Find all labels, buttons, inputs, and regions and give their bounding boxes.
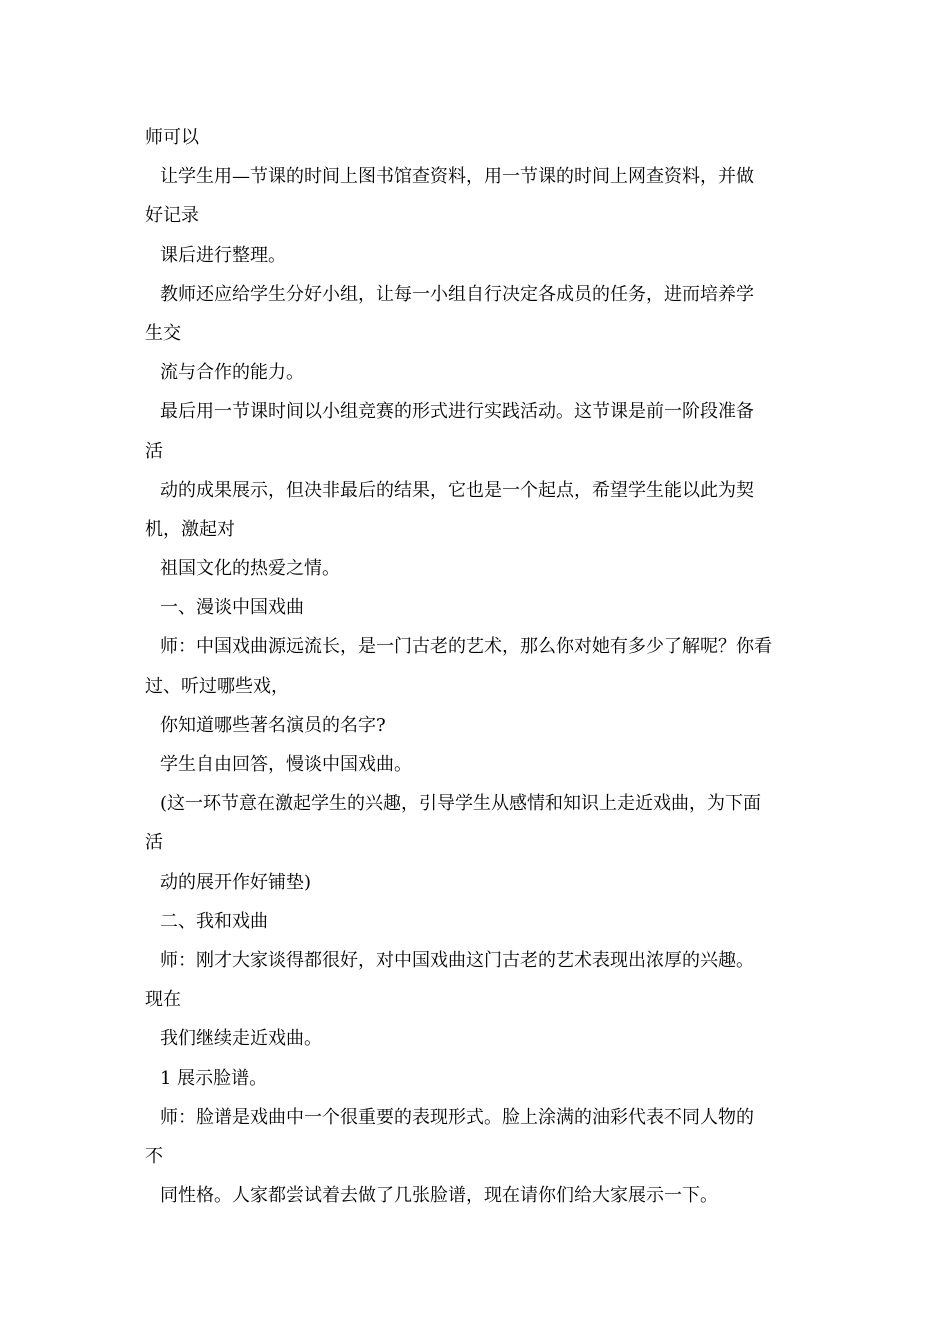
section-heading: 二、我和戏曲 xyxy=(160,910,268,932)
text-line: (这一环节意在激起学生的兴趣，引导学生从感情和知识上走近戏曲，为下面 xyxy=(160,793,762,815)
text-line: 我们继续走近戏曲。 xyxy=(160,1028,322,1050)
text-line: 过、听过哪些戏， xyxy=(145,675,289,697)
text-line: 让学生用—节课的时间上图书馆查资料，用一节课的时间上网查资料，并做 xyxy=(160,166,754,188)
text-line: 动的展开作好铺垫) xyxy=(160,871,312,893)
text-line: 师：中国戏曲源远流长，是一门古老的艺术，那么你对她有多少了解呢？你看 xyxy=(160,636,772,658)
text-line: 好记录 xyxy=(145,205,199,227)
text-line: 不 xyxy=(145,1145,163,1167)
text-line: 生交 xyxy=(145,322,181,344)
text-line: 教师还应给学生分好小组，让每一小组自行决定各成员的任务，进而培养学 xyxy=(160,283,754,305)
document-body xyxy=(145,118,810,1215)
text-line: 师：脸谱是戏曲中一个很重要的表现形式。脸上涂满的油彩代表不同人物的 xyxy=(160,1106,754,1128)
text-line: 动的成果展示，但决非最后的结果，它也是一个起点，希望学生能以此为契 xyxy=(160,479,754,501)
text-line: 师：刚才大家谈得都很好，对中国戏曲这门古老的艺术表现出浓厚的兴趣。 xyxy=(160,949,754,971)
text-line: 最后用一节课时间以小组竞赛的形式进行实践活动。这节课是前一阶段准备 xyxy=(160,401,754,423)
text-line: 流与合作的能力。 xyxy=(160,362,304,384)
list-item: 1 展示脸谱。 xyxy=(160,1067,268,1089)
text-line: 现在 xyxy=(145,989,181,1011)
section-heading: 一、漫谈中国戏曲 xyxy=(160,597,304,619)
text-line: 祖国文化的热爱之情。 xyxy=(160,558,340,580)
text-line: 活 xyxy=(145,832,163,854)
text-line: 学生自由回答，慢谈中国戏曲。 xyxy=(160,754,412,775)
text-line: 师可以 xyxy=(145,127,199,148)
text-line: 活 xyxy=(145,440,163,462)
text-line: 你知道哪些著名演员的名字? xyxy=(160,714,386,736)
text-line: 同性格。人家都尝试着去做了几张脸谱，现在请你们给大家展示一下。 xyxy=(160,1185,718,1207)
text-line: 课后进行整理。 xyxy=(160,244,286,266)
text-line: 机，激起对 xyxy=(145,518,235,540)
